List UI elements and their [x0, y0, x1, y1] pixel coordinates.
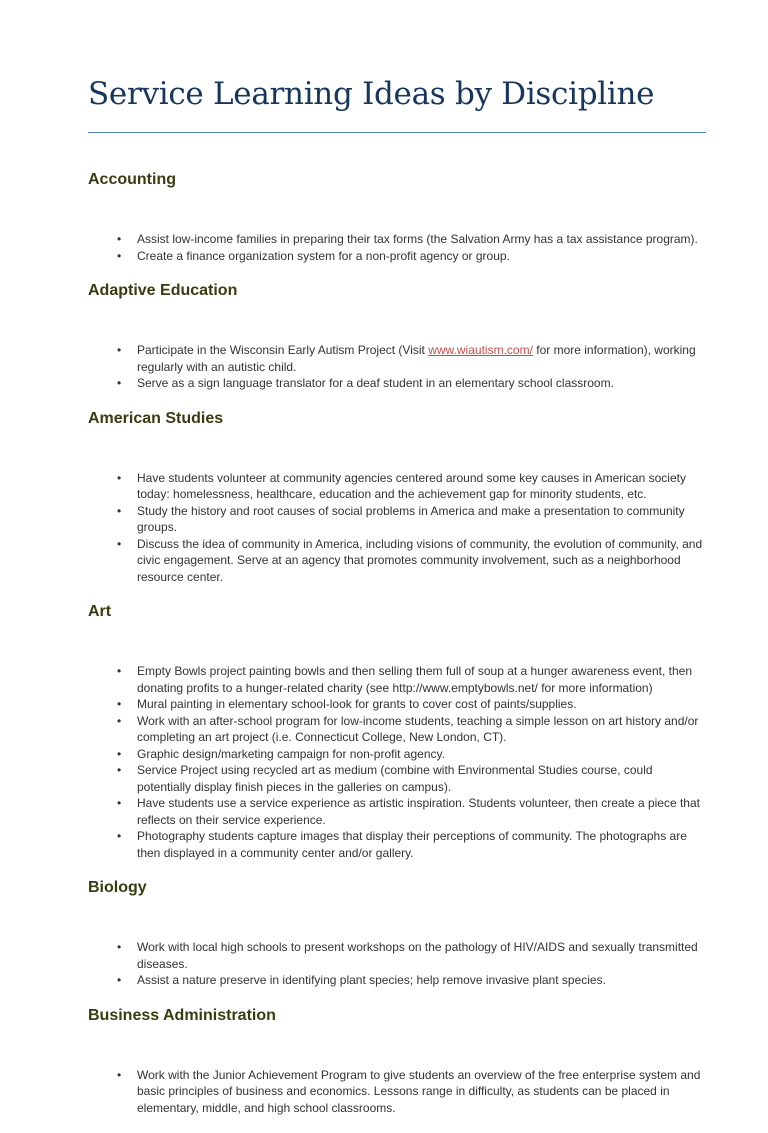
list-item	[117, 1067, 708, 1117]
bullet-list	[88, 1067, 708, 1117]
bullet-icon: •	[117, 796, 122, 810]
item-text: Assist low-income families in preparing their tax forms (the Salvation Army has a tax assistance program).	[137, 232, 698, 246]
item-text: Work with the Junior Achievement Program to give students an overview of the free enterprise system and basic principles of business and economics. Lessons range in difficulty, as students can be placed in elementary, middle, and high school classrooms.	[137, 1067, 701, 1115]
item-text: Work with an after-school program for low-income students, teaching a simple lesson on art history and/or completing an art project (i.e. Connecticut College, New London, CT).	[137, 713, 699, 744]
list-item	[117, 231, 708, 248]
section-heading: Adaptive Education	[88, 282, 238, 299]
list-item	[117, 342, 708, 375]
bullet-icon: •	[117, 232, 122, 246]
document-body	[88, 170, 708, 1133]
list-item	[117, 470, 708, 503]
item-text: Assist a nature preserve in identifying plant species; help remove invasive plant species.	[137, 973, 606, 987]
list-item	[117, 713, 708, 746]
bullet-icon: •	[117, 376, 122, 390]
item-text: Empty Bowls project painting bowls and then selling them full of soup at a hunger awareness event, then donating profits to a hunger-related charity (see http://www.emptybowls.net/ for more information)	[137, 664, 692, 695]
list-item	[117, 762, 708, 795]
item-link[interactable]: www.wiautism.com/	[428, 343, 533, 357]
bullet-icon: •	[117, 503, 122, 518]
bullet-list	[88, 939, 708, 989]
bullet-list	[88, 231, 708, 264]
bullet-icon: •	[117, 697, 122, 711]
list-item	[117, 972, 708, 989]
list-item	[117, 503, 708, 536]
item-text: Have students use a service experience as artistic inspiration. Students volunteer, then create a piece that reflects on their service experience.	[137, 796, 700, 827]
bullet-icon: •	[117, 664, 122, 678]
list-item	[117, 696, 708, 713]
section-heading: Art	[88, 603, 112, 620]
list-item	[117, 248, 708, 265]
bullet-icon: •	[117, 536, 122, 551]
bullet-icon: •	[117, 829, 122, 843]
bullet-icon: •	[117, 746, 122, 761]
section-heading: Business Administration	[88, 1006, 276, 1024]
bullet-icon: •	[117, 940, 122, 954]
list-item	[117, 795, 708, 828]
bullet-list	[88, 663, 708, 861]
section-heading: Accounting	[88, 171, 176, 188]
item-text: Have students volunteer at community agencies centered around some key causes in American society today: homelessness, healthcare, education and the achievement gap for minority students, etc.	[137, 470, 686, 501]
list-item	[117, 746, 708, 763]
bullet-icon: •	[117, 713, 122, 728]
item-text: Serve as a sign language translator for a deaf student in an elementary school classroom.	[137, 376, 614, 390]
item-text: Discuss the idea of community in America, including visions of community, the evolution of community, and civic engagement. Serve at an agency that promotes community involvement, such as a neighborhood resource center.	[137, 536, 703, 584]
list-item	[117, 375, 708, 392]
title-divider	[88, 132, 706, 133]
item-text: Service Project using recycled art as medium (combine with Environmental Studies course, could potentially display finish pieces in the galleries on campus).	[137, 763, 653, 794]
bullet-icon: •	[117, 763, 122, 777]
item-text: Photography students capture images that display their perceptions of community. The photographs are then displayed in a community center and/or gallery.	[137, 829, 687, 860]
list-item	[117, 939, 708, 972]
bullet-list	[88, 342, 708, 392]
list-item	[117, 536, 708, 586]
bullet-icon: •	[117, 343, 122, 357]
page-title: Service Learning Ideas by Discipline	[88, 76, 655, 112]
section-heading: Biology	[88, 879, 147, 896]
bullet-icon: •	[117, 248, 122, 263]
section-heading: American Studies	[88, 409, 224, 427]
item-text: Work with local high schools to present workshops on the pathology of HIV/AIDS and sexually transmitted diseases.	[137, 940, 698, 971]
bullet-icon: •	[117, 470, 122, 485]
list-item	[117, 663, 708, 696]
list-item	[117, 828, 708, 861]
item-text: for more information), working regularly with an autistic child.	[137, 343, 696, 374]
bullet-icon: •	[117, 1067, 122, 1082]
item-text: Create a finance organization system for a non-profit agency or group.	[137, 248, 510, 263]
bullet-icon: •	[117, 973, 122, 987]
item-text: Graphic design/marketing campaign for non-profit agency.	[137, 746, 445, 761]
item-text: Participate in the Wisconsin Early Autism Project (Visit	[137, 343, 429, 357]
bullet-list	[88, 470, 708, 586]
item-text: Study the history and root causes of social problems in America and make a presentation to community groups.	[137, 503, 685, 534]
item-text: Mural painting in elementary school-look for grants to cover cost of paints/supplies.	[137, 697, 577, 711]
